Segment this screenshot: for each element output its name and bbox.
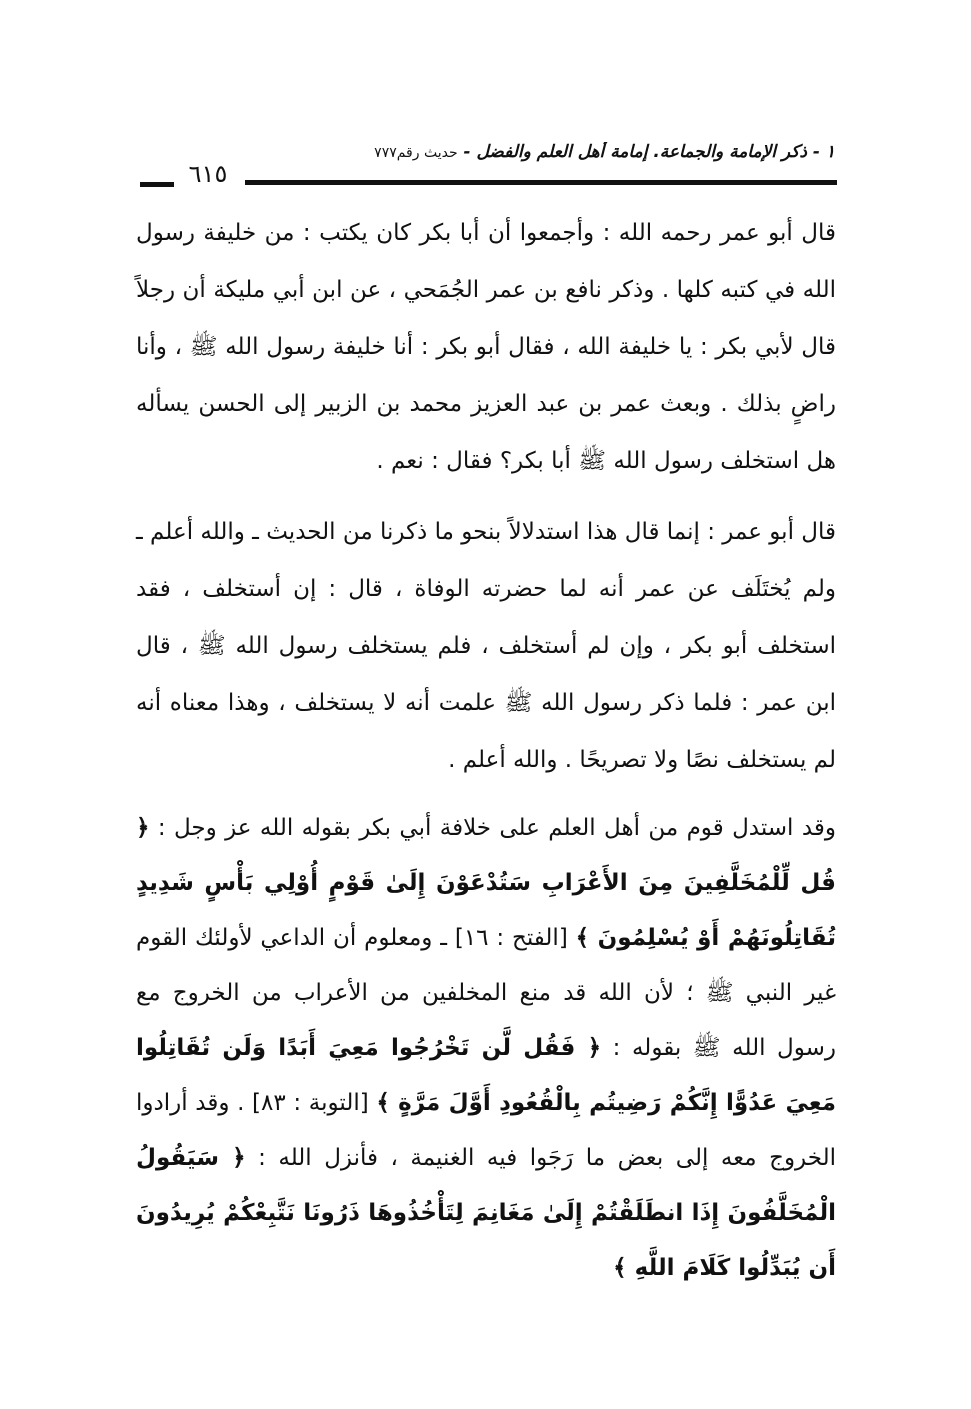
- quran-verse-3: ﴿ سَيَقُولُ الْمُخَلَّفُونَ إِذَا انطَلَقْتُمْ إِلَىٰ مَغَانِمَ لِتَأْخُذُوهَا ذَرُونَا نَتَّبِعْكُمْ يُرِيدُونَ أَن يُبَدِّلُوا كَلَامَ اللَّهِ ﴾: [136, 1145, 836, 1281]
- main-text: [136, 205, 836, 1296]
- header-title: ١ - ذكر الإمامة والجماعة. إمامة أهل العلم والفضل -: [463, 142, 835, 162]
- paragraph-3-middle-1: [الفتح : ١٦] ـ ومعلوم أن الداعي لأولئك القوم غير النبي ﷺ ؛ لأن الله قد منع المخلفين من الأعراب من الخروج مع رسول الله ﷺ بقوله :: [136, 925, 837, 1061]
- paragraph-2: قال أبو عمر : إنما قال هذا استدلالاً بنحو ما ذكرنا من الحديث ـ والله أعلم ـ ولم يُختَلَف عن عمر أنه لما حضرته الوفاة ، قال : إن أستخلف ، فقد استخلف أبو بكر ، وإن لم أستخلف ، فلم يستخلف رسول الله ﷺ ، قال ابن عمر : فلما ذكر رسول الله ﷺ علمت أنه لا يستخلف ، وهذا معناه أنه لم يستخلف نصًا ولا تصريحًا . والله أعلم .: [136, 519, 836, 773]
- paragraph-3: [136, 801, 836, 1296]
- hadith-number-label: حديث رقم٧٧٧: [374, 145, 458, 161]
- page-number: ٦١٥: [188, 160, 228, 188]
- paragraph-1: قال أبو عمر رحمه الله : وأجمعوا أن أبا بكر كان يكتب : من خليفة رسول الله في كتبه كلها . وذكر نافع بن عمر الجُمَحي ، عن ابن أبي مليكة أن رجلاً قال لأبي بكر : يا خليفة الله ، فقال أبو بكر : أنا خليفة رسول الله ﷺ ، وأنا راضٍ بذلك . وبعث عمر بن عبد العزيز محمد بن الزبير إلى الحسن يسأله هل استخلف رسول الله ﷺ أبا بكر؟ فقال : نعم .: [136, 220, 836, 474]
- header-rule-long: [245, 180, 837, 185]
- paragraph-3-intro: وقد استدل قوم من أهل العلم على خلافة أبي بكر بقوله الله عز وجل :: [157, 815, 836, 841]
- header-rule-short: [140, 182, 174, 187]
- paragraph-3-middle-2: [التوبة : ٨٣] . وقد أرادوا الخروج معه إلى بعض ما رَجَوا فيه الغنيمة ، فأنزل الله :: [136, 1090, 836, 1171]
- quran-verse-2: ﴿ فَقُل لَّن تَخْرُجُوا مَعِيَ أَبَدًا وَلَن تُقَاتِلُوا مَعِيَ عَدُوًّا إِنَّكُمْ رَضِيتُم بِالْقُعُودِ أَوَّلَ مَرَّةٍ ﴾: [136, 1035, 837, 1116]
- running-header: [140, 142, 835, 166]
- quran-verse-1: ﴿ قُل لِّلْمُخَلَّفِينَ مِنَ الأَعْرَابِ سَتُدْعَوْنَ إِلَىٰ قَوْمٍ أُوْلِي بَأْسٍ شَدِيدٍ تُقَاتِلُونَهُمْ أَوْ يُسْلِمُونَ ﴾: [136, 815, 836, 951]
